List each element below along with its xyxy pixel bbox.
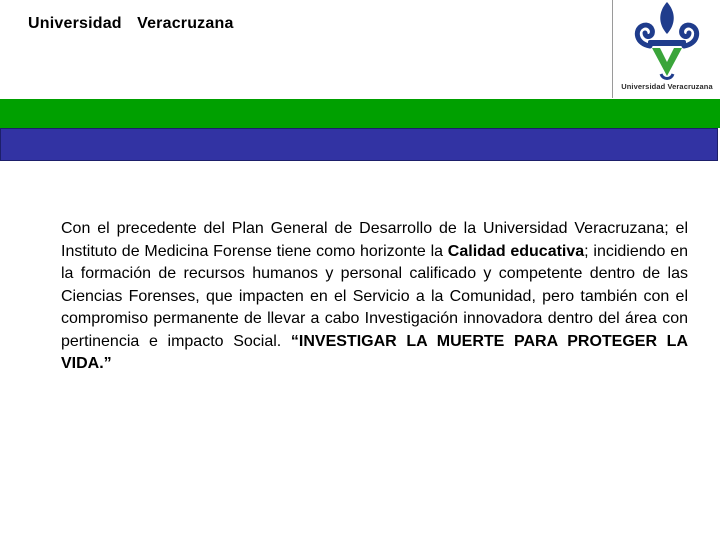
university-title: Universidad Veracruzana <box>28 15 234 32</box>
logo-caption: Universidad Veracruzana <box>621 82 713 91</box>
blue-band <box>0 128 718 161</box>
green-band <box>0 99 720 128</box>
logo-divider <box>612 0 613 98</box>
uv-flower-logo-icon <box>614 0 720 82</box>
quality-emphasis: Calidad educativa <box>447 242 585 260</box>
motto: “INVESTIGAR LA MUERTE PARA PROTEGER LA VIDA.” <box>61 332 689 372</box>
mission-paragraph <box>61 218 688 376</box>
paragraph-part-2: ; incidiendo en la formación de recursos humanos y personal calificado y competente dentro de las Ciencias Forenses, que impacten en el Servicio a la Comunidad, pero también con el compromiso permanente de llevar a cabo Investigación innovadora dentro del área con pertinencia e impacto Social. <box>61 242 689 350</box>
university-logo <box>614 0 720 98</box>
paragraph-part-1: Con el precedente del Plan General de Desarrollo de la Universidad Veracruzana; el Instituto de Medicina Forense tiene como horizonte la <box>61 220 688 260</box>
